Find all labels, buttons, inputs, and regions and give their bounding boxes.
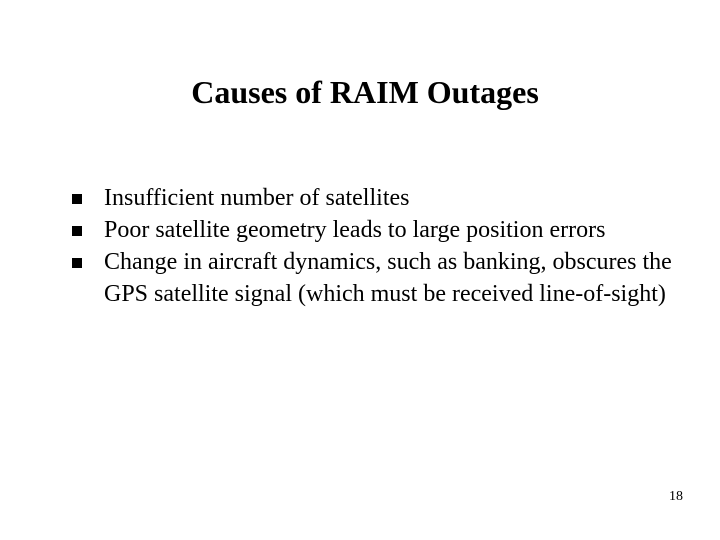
square-bullet-icon — [72, 194, 82, 204]
square-bullet-icon — [72, 226, 82, 236]
slide-title: Causes of RAIM Outages — [191, 74, 539, 110]
bullet-text: Insufficient number of satellites — [104, 185, 410, 211]
bullet-text: Poor satellite geometry leads to large position errors — [104, 217, 606, 243]
square-bullet-icon — [72, 258, 82, 268]
bullet-list — [72, 182, 672, 310]
bullet-item — [72, 246, 672, 310]
bullet-item — [72, 214, 672, 246]
bullet-text: Change in aircraft dynamics, such as banking, obscures the GPS satellite signal (which must be received line-of-sight) — [104, 249, 672, 307]
page-number: 18 — [669, 489, 683, 504]
bullet-item — [72, 182, 672, 214]
